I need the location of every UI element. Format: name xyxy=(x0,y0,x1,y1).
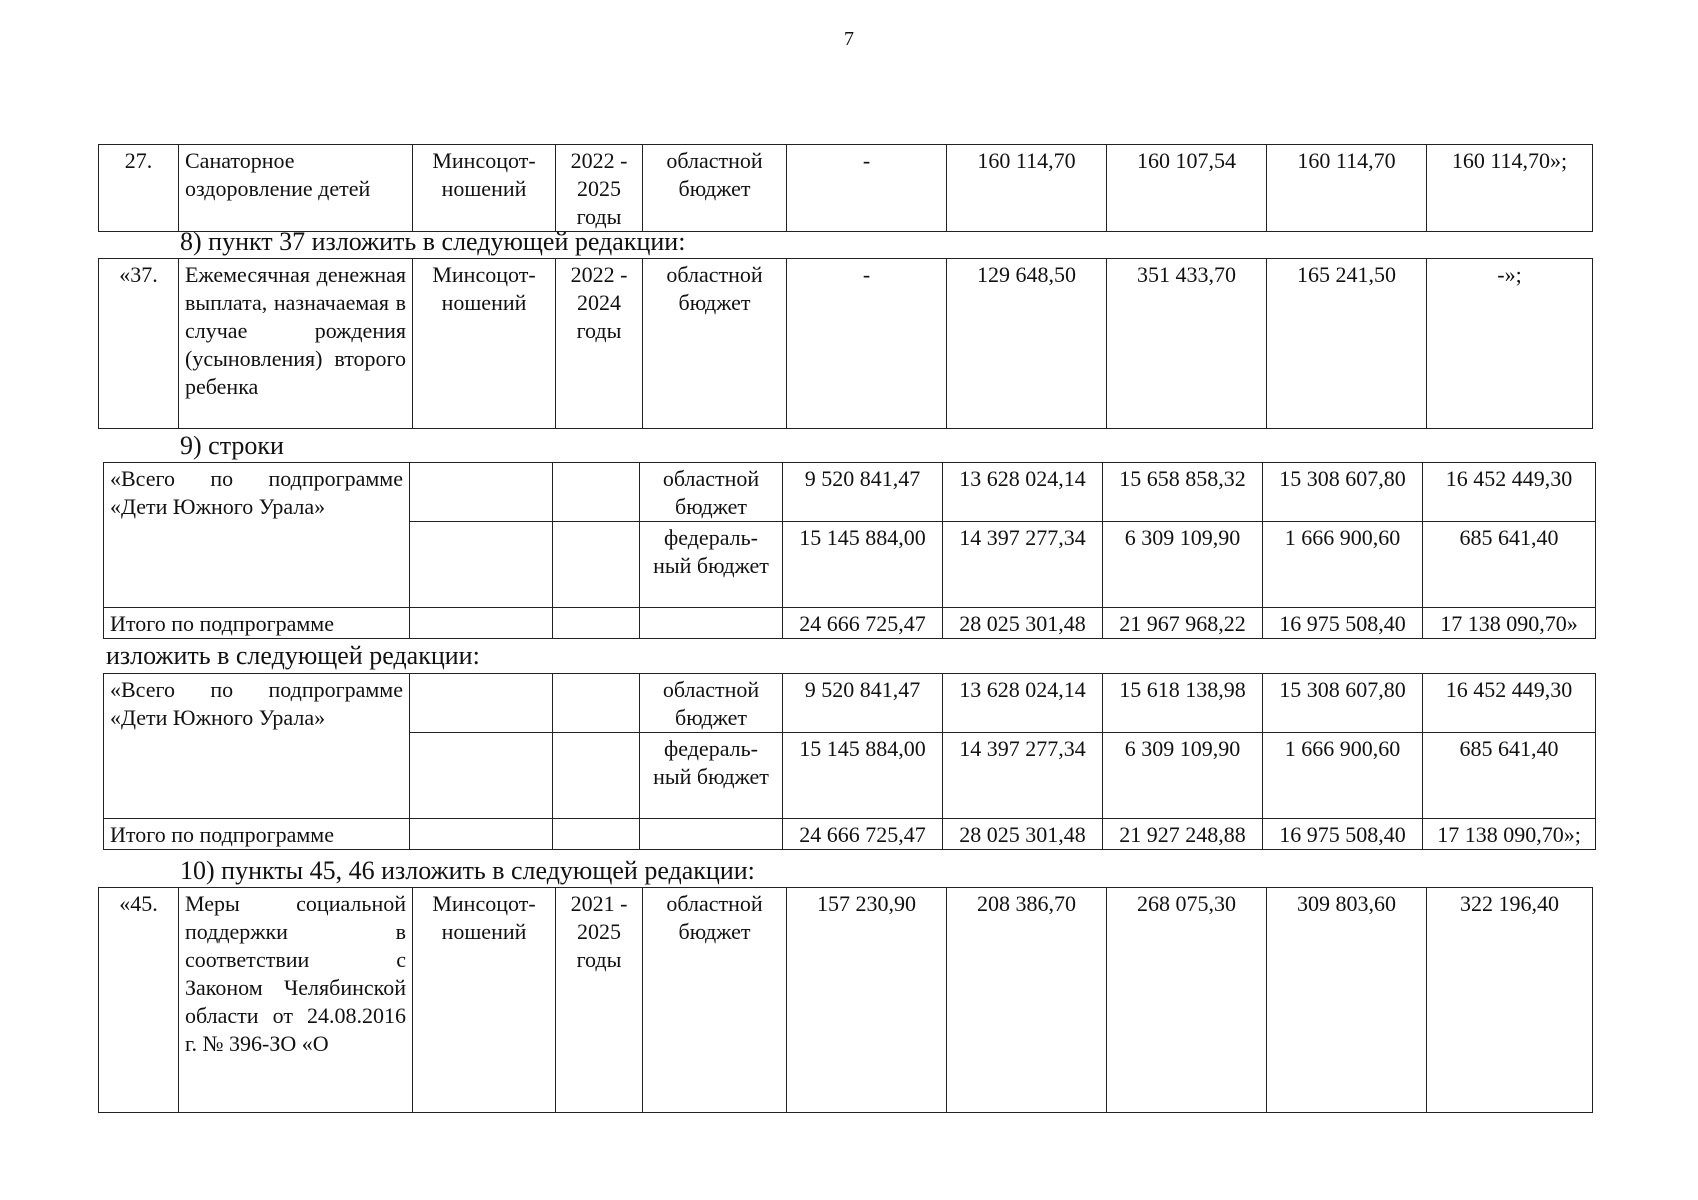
value-col-1: - xyxy=(787,259,947,429)
value-col-5: 160 114,70»; xyxy=(1427,145,1593,232)
funding-source: областной бюджет xyxy=(643,259,787,429)
funding-source: федераль-ный бюджет xyxy=(640,522,783,608)
funding-source: областной бюджет xyxy=(643,145,787,232)
years: 2021 - 2025 годы xyxy=(556,888,643,1113)
value-col-5: 685 641,40 xyxy=(1423,733,1596,819)
value-col-2: 14 397 277,34 xyxy=(943,733,1103,819)
heading-item-9: 9) строки xyxy=(180,431,284,460)
years: 2022 - 2025 годы xyxy=(556,145,643,232)
funding-source: областной бюджет xyxy=(640,674,783,733)
value-col-3: 160 107,54 xyxy=(1107,145,1267,232)
table-row-45 xyxy=(98,887,1593,1113)
value-col-3: 6 309 109,90 xyxy=(1103,733,1263,819)
value-col-1: 9 520 841,47 xyxy=(783,674,943,733)
executor: Минсоцот-ношений xyxy=(413,888,556,1113)
heading-item-10: 10) пункты 45, 46 изложить в следующей редакции: xyxy=(180,856,755,885)
value-col-1: 24 666 725,47 xyxy=(783,608,943,639)
value-col-5: 17 138 090,70»; xyxy=(1423,819,1596,850)
value-col-5: 16 452 449,30 xyxy=(1423,463,1596,522)
value-col-5: 322 196,40 xyxy=(1427,888,1593,1113)
value-col-4: 1 666 900,60 xyxy=(1263,522,1423,608)
value-col-4: 16 975 508,40 xyxy=(1263,608,1423,639)
row-number: 27. xyxy=(99,145,179,232)
value-col-3: 21 927 248,88 xyxy=(1103,819,1263,850)
value-col-2: 14 397 277,34 xyxy=(943,522,1103,608)
value-col-2: 13 628 024,14 xyxy=(943,463,1103,522)
value-col-5: 17 138 090,70» xyxy=(1423,608,1596,639)
value-col-1: 9 520 841,47 xyxy=(783,463,943,522)
value-col-4: 1 666 900,60 xyxy=(1263,733,1423,819)
value-col-2: 28 025 301,48 xyxy=(943,608,1103,639)
total-label: Итого по подпрограмме xyxy=(104,608,410,639)
value-col-3: 21 967 968,22 xyxy=(1103,608,1263,639)
value-col-5: 16 452 449,30 xyxy=(1423,674,1596,733)
activity-name: Ежемесячная денежная выплата, назначаемая в случае рождения (усыновления) второго ребенка xyxy=(179,259,413,429)
value-col-1: 24 666 725,47 xyxy=(783,819,943,850)
value-col-3: 351 433,70 xyxy=(1107,259,1267,429)
value-col-4: 309 803,60 xyxy=(1267,888,1427,1113)
heading-new-edition: изложить в следующей редакции: xyxy=(106,641,480,670)
value-col-4: 15 308 607,80 xyxy=(1263,674,1423,733)
value-col-3: 15 618 138,98 xyxy=(1103,674,1263,733)
funding-source: областной бюджет xyxy=(640,463,783,522)
value-col-5: 685 641,40 xyxy=(1423,522,1596,608)
value-col-2: 208 386,70 xyxy=(947,888,1107,1113)
heading-item-8: 8) пункт 37 изложить в следующей редакции: xyxy=(180,227,686,256)
subprogram-label: «Всего по подпрограмме «Дети Южного Урала» xyxy=(104,463,410,608)
table-row-27 xyxy=(98,144,1593,232)
executor: Минсоцот-ношений xyxy=(413,145,556,232)
value-col-4: 160 114,70 xyxy=(1267,145,1427,232)
total-label: Итого по подпрограмме xyxy=(104,819,410,850)
row-number: «45. xyxy=(99,888,179,1113)
value-col-1: 15 145 884,00 xyxy=(783,522,943,608)
value-col-2: 13 628 024,14 xyxy=(943,674,1103,733)
value-col-2: 28 025 301,48 xyxy=(943,819,1103,850)
funding-source: областной бюджет xyxy=(643,888,787,1113)
subprogram-label: «Всего по подпрограмме «Дети Южного Урала» xyxy=(104,674,410,819)
row-number: «37. xyxy=(99,259,179,429)
activity-name: Санаторное оздоровление детей xyxy=(179,145,413,232)
value-col-2: 160 114,70 xyxy=(947,145,1107,232)
value-col-4: 16 975 508,40 xyxy=(1263,819,1423,850)
years: 2022 - 2024 годы xyxy=(556,259,643,429)
value-col-4: 165 241,50 xyxy=(1267,259,1427,429)
funding-source: федераль-ный бюджет xyxy=(640,733,783,819)
table-row-37 xyxy=(98,258,1593,429)
value-col-4: 15 308 607,80 xyxy=(1263,463,1423,522)
value-col-5: -»; xyxy=(1427,259,1593,429)
value-col-3: 15 658 858,32 xyxy=(1103,463,1263,522)
value-col-1: 15 145 884,00 xyxy=(783,733,943,819)
value-col-1: 157 230,90 xyxy=(787,888,947,1113)
value-col-3: 6 309 109,90 xyxy=(1103,522,1263,608)
activity-name: Меры социальной поддержки в соответствии с Законом Челябинской области от 24.08.2016 г. № 396-ЗО «О xyxy=(179,888,413,1113)
value-col-2: 129 648,50 xyxy=(947,259,1107,429)
page-number: 7 xyxy=(844,28,854,50)
value-col-3: 268 075,30 xyxy=(1107,888,1267,1113)
value-col-1: - xyxy=(787,145,947,232)
table-totals-old xyxy=(103,462,1596,639)
table-totals-new xyxy=(103,673,1596,850)
executor: Минсоцот-ношений xyxy=(413,259,556,429)
